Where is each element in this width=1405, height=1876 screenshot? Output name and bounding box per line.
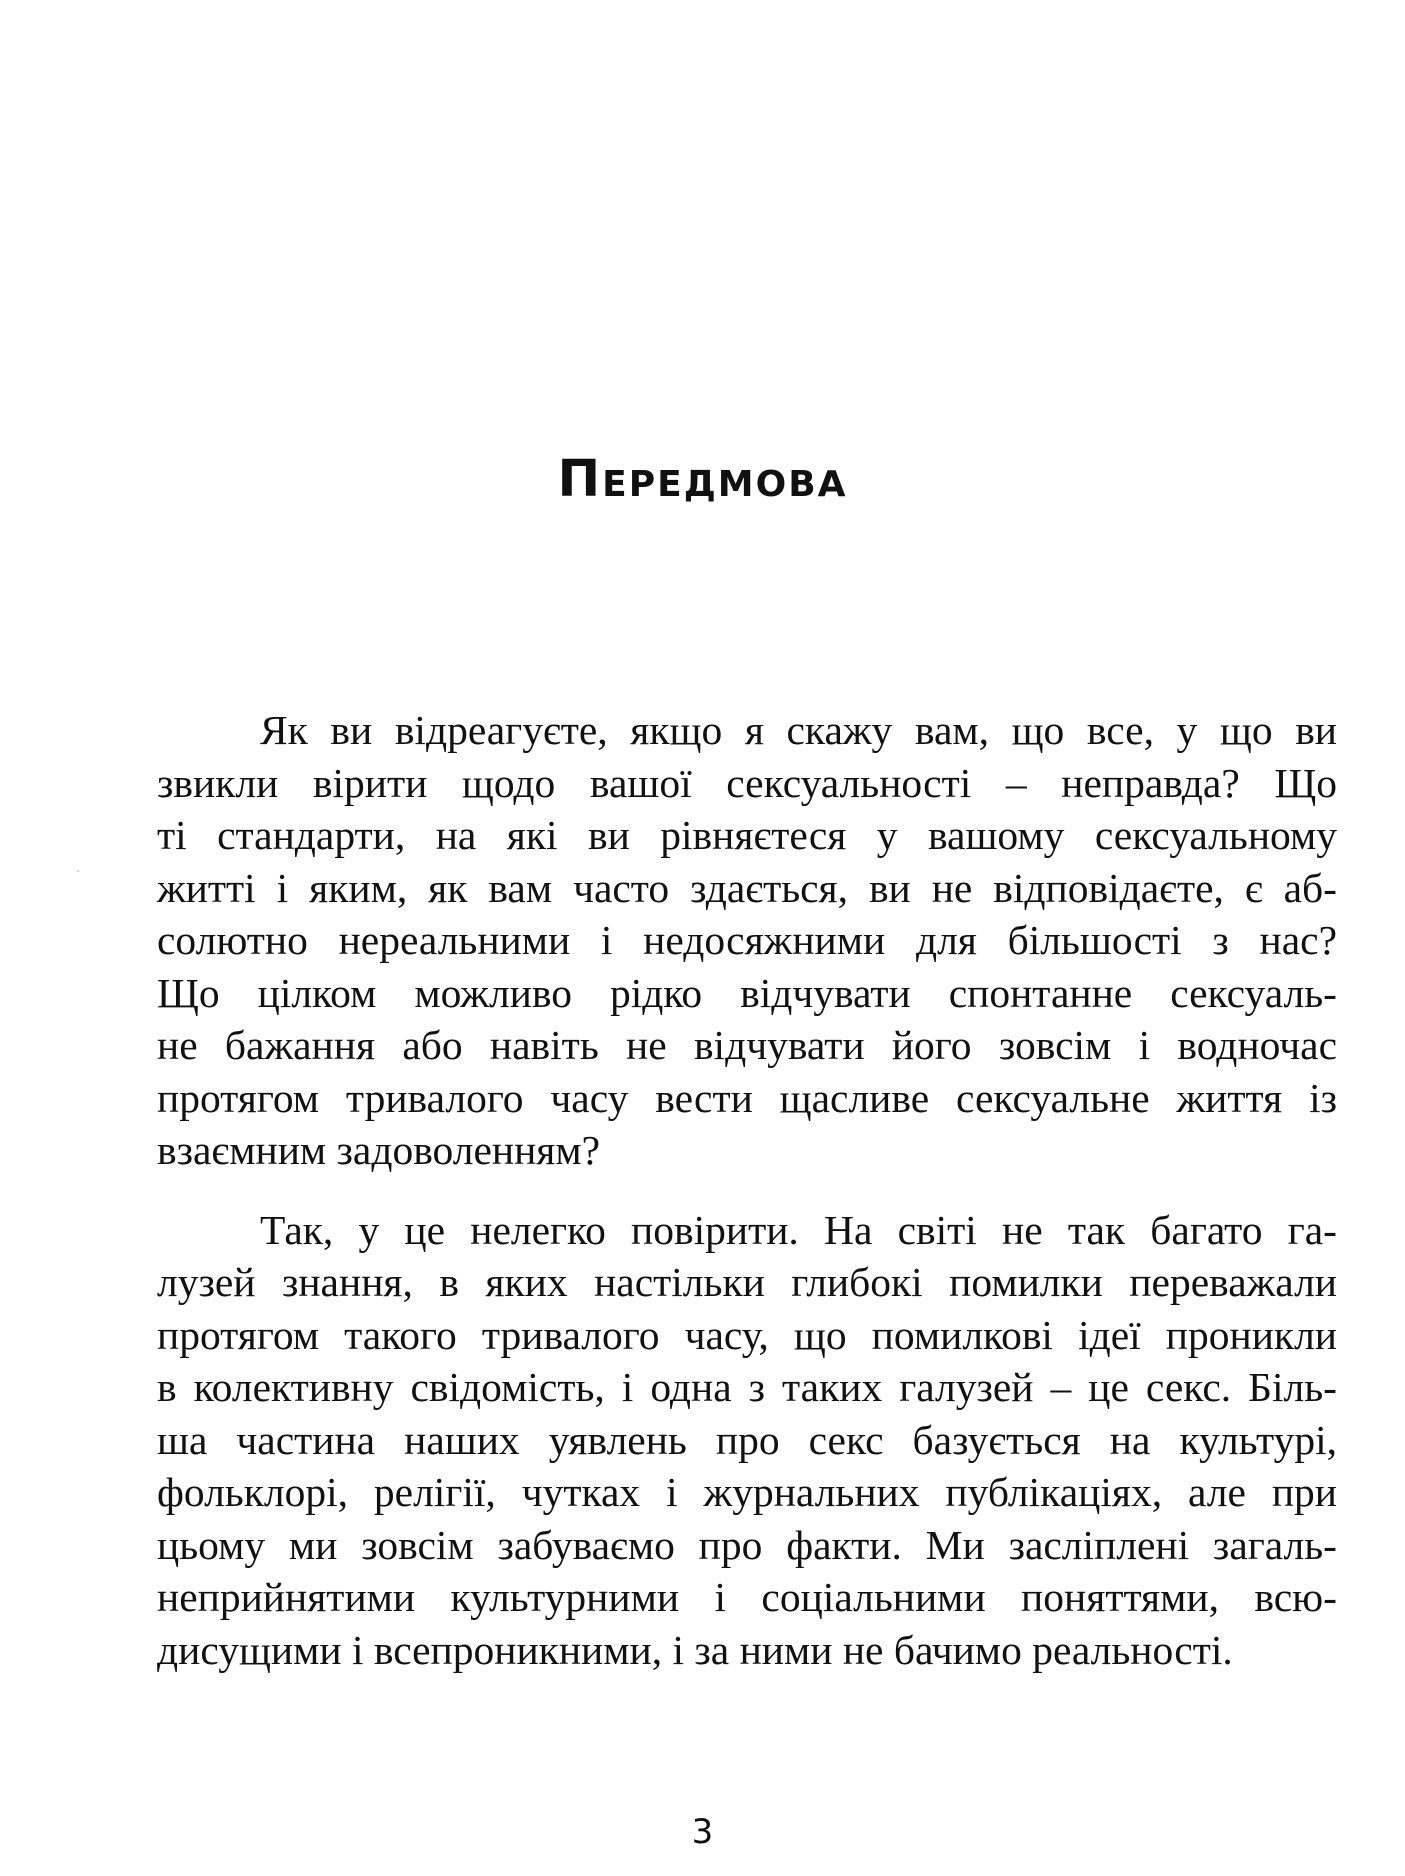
text-line: протягом такого тривалого часу, що помилкові ідеї проникли bbox=[157, 1311, 1337, 1358]
body-text bbox=[157, 704, 1337, 1676]
text-line: фольклорі, релігії, чутках і журнальних публікаціях, але при bbox=[157, 1469, 1337, 1515]
text-line: цьому ми зовсім забуваємо про факти. Ми засліплені загаль- bbox=[157, 1521, 1337, 1568]
text-line: солютно нереальними і недосяжними для більшості з нас? bbox=[157, 917, 1337, 963]
scan-speck bbox=[77, 870, 79, 872]
paragraph-1 bbox=[157, 704, 1337, 1177]
text-line: звикли вірити щодо вашої сексуальності – неправда? Що bbox=[157, 759, 1337, 806]
text-line: житті і яким, як вам часто здається, ви не відповідаєте, є аб- bbox=[157, 864, 1337, 911]
text-line: взаємним задоволенням? bbox=[157, 1127, 601, 1173]
paragraph-2 bbox=[157, 1204, 1337, 1677]
text-line: Як ви відреагуєте, якщо я скажу вам, що все, у що ви bbox=[260, 707, 1337, 753]
page-number: 3 bbox=[691, 1812, 714, 1852]
text-line: Так, у це нелегко повірити. На світі не так багато га- bbox=[260, 1206, 1337, 1253]
text-line: дисущими і всепроникними, і за ними не бачимо реальності. bbox=[157, 1626, 1233, 1673]
text-line: протягом тривалого часу вести щасливе сексуальне життя із bbox=[157, 1074, 1337, 1121]
text-line: Що цілком можливо рідко відчувати спонтанне сексуаль- bbox=[157, 969, 1337, 1016]
text-line: ша частина наших уявлень про секс базується на культурі, bbox=[157, 1416, 1337, 1463]
text-line: ті стандарти, на які ви рівняєтеся у вашому сексуальному bbox=[157, 812, 1337, 858]
text-line: в колективну свідомість, і одна з таких галузей – це секс. Біль- bbox=[157, 1364, 1337, 1410]
text-line: неприйнятими культурними і соціальними поняттями, всю- bbox=[157, 1574, 1337, 1620]
chapter-heading: Передмова bbox=[557, 450, 848, 509]
text-line: лузей знання, в яких настільки глибокі помилки переважали bbox=[157, 1259, 1337, 1305]
text-line: не бажання або навіть не відчувати його зовсім і водночас bbox=[157, 1022, 1337, 1068]
